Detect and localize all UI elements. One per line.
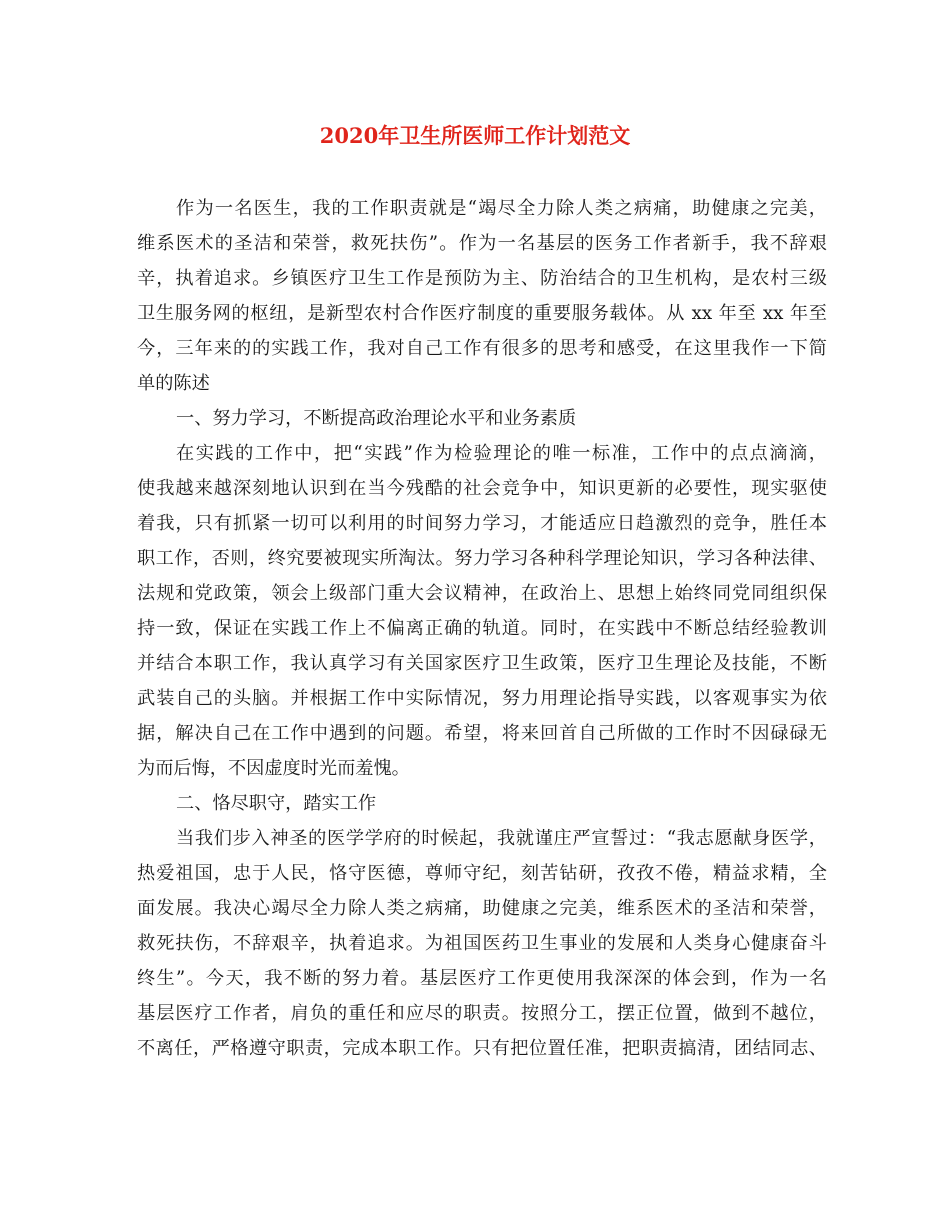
paragraph-line: 并结合本职工作，我认真学习有关国家医疗卫生政策，医疗卫生理论及技能，不断	[137, 653, 827, 674]
paragraph-line: 当我们步入神圣的医学学府的时候起，我就谨庄严宣誓过：“我志愿献身医学，	[176, 828, 827, 849]
paragraph-line: 面发展。我决心竭尽全力除人类之病痛，助健康之完美，维系医术的圣洁和荣誉，	[137, 898, 827, 919]
paragraph-line: 今，三年来的的实践工作，我对自己工作有很多的思考和感受，在这里我作一下简	[137, 338, 827, 359]
paragraph-line: 在实践的工作中，把“实践”作为检验理论的唯一标准，工作中的点点滴滴，	[176, 443, 827, 464]
section-heading: 一、努力学习，不断提高政治理论水平和业务素质	[176, 408, 577, 429]
paragraph-line: 着我，只有抓紧一切可以利用的时间努力学习，才能适应日趋激烈的竞争，胜任本	[137, 513, 827, 534]
paragraph-line: 终生”。今天，我不断的努力着。基层医疗工作更使用我深深的体会到，作为一名	[137, 968, 827, 989]
paragraph-line: 法规和党政策，领会上级部门重大会议精神，在政治上、思想上始终同党同组织保	[137, 583, 827, 604]
paragraph-line: 卫生服务网的枢纽，是新型农村合作医疗制度的重要服务载体。从 xx 年至 xx 年至	[137, 303, 827, 324]
paragraph-line: 基层医疗工作者，肩负的重任和应尽的职责。按照分工，摆正位置，做到不越位，	[137, 1003, 827, 1024]
paragraph-line: 不离任，严格遵守职责，完成本职工作。只有把位置任准，把职责搞清，团结同志、	[137, 1038, 827, 1059]
paragraph-line: 职工作，否则，终究要被现实所淘汰。努力学习各种科学理论知识，学习各种法律、	[137, 548, 827, 569]
paragraph-line: 辛，执着追求。乡镇医疗卫生工作是预防为主、防治结合的卫生机构，是农村三级	[137, 268, 827, 289]
paragraph-line: 作为一名医生，我的工作职责就是“竭尽全力除人类之病痛，助健康之完美，	[176, 198, 827, 219]
paragraph-line: 救死扶伤，不辞艰辛，执着追求。为祖国医药卫生事业的发展和人类身心健康奋斗	[137, 933, 827, 954]
paragraph-line: 武装自己的头脑。并根据工作中实际情况，努力用理论指导实践，以客观事实为依	[137, 688, 827, 709]
section-heading: 二、恪尽职守，踏实工作	[176, 793, 377, 814]
document-title: 2020年卫生所医师工作计划范文	[319, 123, 631, 148]
paragraph-line: 维系医术的圣洁和荣誉，救死扶伤”。作为一名基层的医务工作者新手，我不辞艰	[137, 233, 827, 254]
paragraph-line: 持一致，保证在实践工作上不偏离正确的轨道。同时，在实践中不断总结经验教训	[137, 618, 827, 639]
paragraph-line: 据，解决自己在工作中遇到的问题。希望，将来回首自己所做的工作时不因碌碌无	[137, 723, 827, 744]
paragraph-line: 为而后悔，不因虚度时光而羞愧。	[137, 758, 410, 779]
paragraph-line: 使我越来越深刻地认识到在当今残酷的社会竞争中，知识更新的必要性，现实驱使	[137, 478, 827, 499]
paragraph-line: 单的陈述	[137, 373, 210, 394]
paragraph-line: 热爱祖国，忠于人民，恪守医德，尊师守纪，刻苦钻研，孜孜不倦，精益求精，全	[137, 863, 827, 884]
